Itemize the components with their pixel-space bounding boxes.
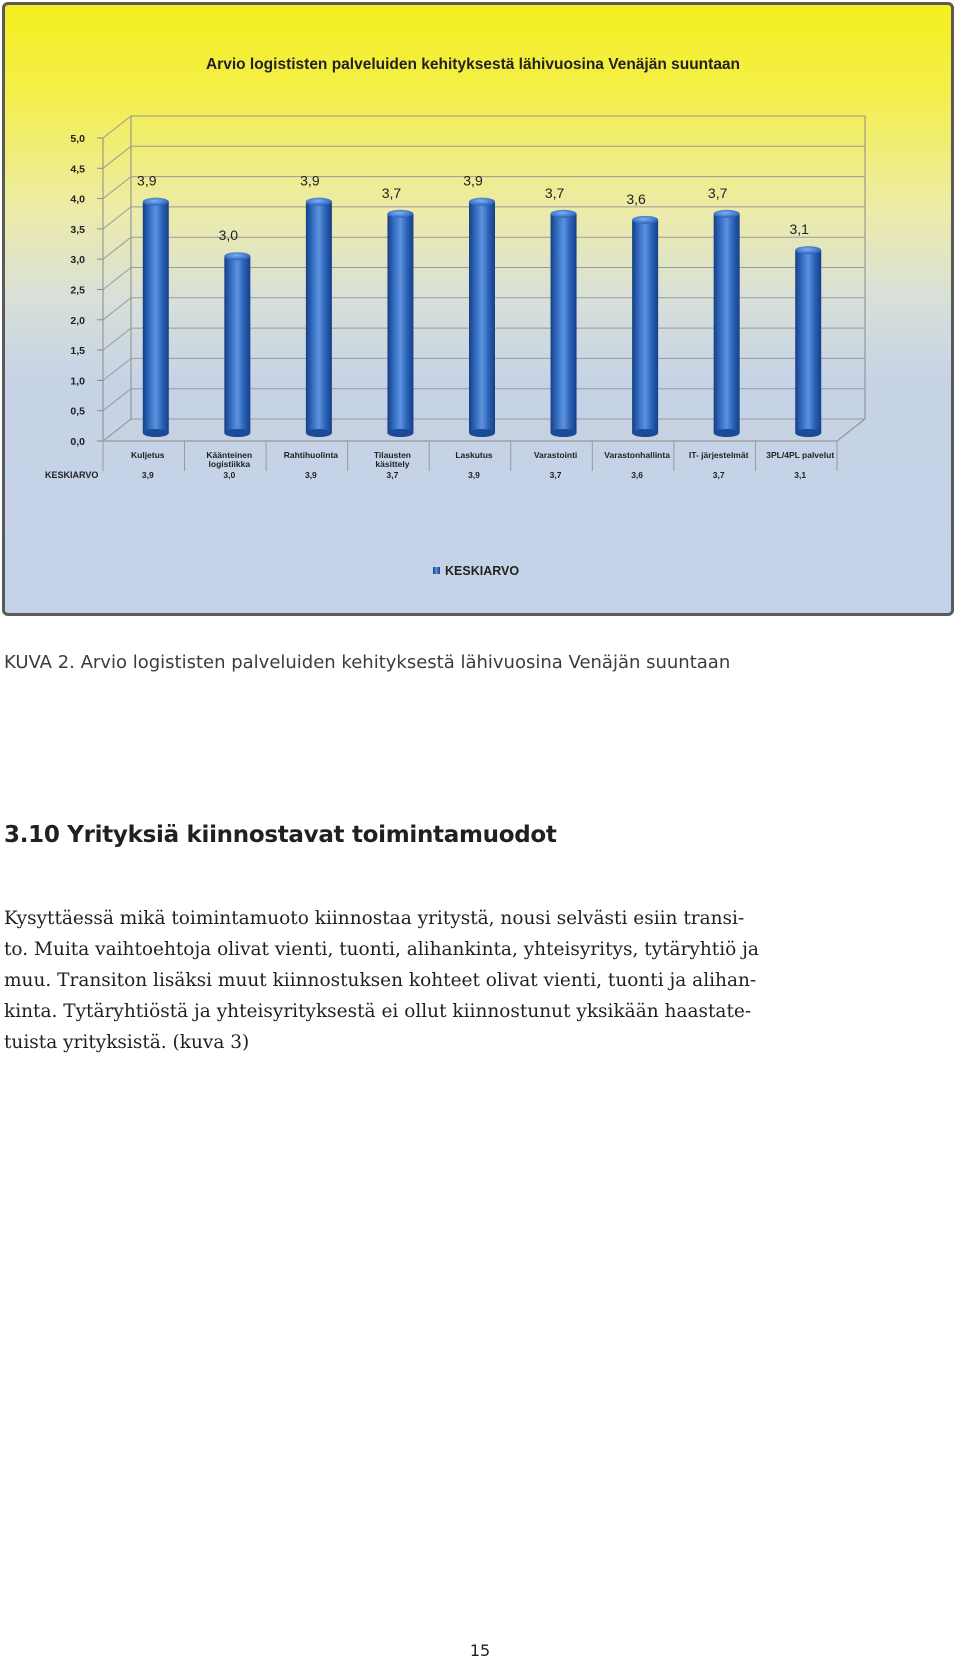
- bar-top: [795, 246, 821, 254]
- gridline-depth: [103, 207, 131, 229]
- bar-base: [143, 429, 169, 437]
- bar: [306, 202, 332, 433]
- body-line: tuista yrityksistä. (kuva 3): [4, 1032, 250, 1053]
- y-tick-label: 4,0: [70, 193, 85, 206]
- data-label: 3,7: [381, 184, 402, 201]
- y-tick-label: 3,5: [70, 223, 85, 236]
- figure-caption: KUVA 2. Arvio logististen palveluiden kehityksestä lähivuosina Venäjän suuntaan: [4, 652, 731, 673]
- section-heading: 3.10 Yrityksiä kiinnostavat toimintamuodot: [4, 822, 557, 848]
- category-label: Rahtihuolinta: [283, 450, 339, 460]
- table-value: 3,9: [468, 470, 480, 480]
- data-label: 3,9: [300, 172, 320, 189]
- body-line: kinta. Tytäryhtiöstä ja yhteisyrityksestä ei ollut kiinnostunut yksikään haastate-: [4, 1001, 752, 1022]
- body-line: muu. Transiton lisäksi muut kiinnostuksen kohteet olivat vienti, tuonti ja alihan-: [4, 970, 757, 991]
- chart-title: Arvio logististen palveluiden kehityksestä lähivuosina Venäjän suuntaan: [205, 56, 741, 73]
- bar-base: [224, 429, 250, 437]
- bar-top: [224, 252, 250, 260]
- bar: [469, 202, 495, 433]
- y-tick-label: 1,0: [70, 375, 85, 388]
- bar-top: [714, 210, 740, 218]
- category-label: logistiikka: [208, 459, 251, 469]
- gridline-depth: [103, 116, 131, 138]
- bar: [795, 250, 821, 433]
- bar-chart: [5, 5, 951, 613]
- bar-top: [632, 216, 658, 224]
- bar-base: [387, 429, 413, 437]
- y-tick-label: 2,0: [70, 314, 85, 327]
- legend: [433, 564, 519, 578]
- bar: [551, 214, 577, 433]
- legend-swatch: [433, 567, 440, 574]
- body-line: to. Muita vaihtoehtoja olivat vienti, tuonti, alihankinta, yhteisyritys, tytäryhtiö ja: [4, 939, 759, 960]
- bar-top: [306, 198, 332, 206]
- category-label: Varastonhallinta: [604, 450, 670, 460]
- y-tick-label: 1,5: [70, 345, 85, 358]
- y-tick-label: 5,0: [70, 133, 85, 145]
- gridline-depth: [103, 177, 131, 199]
- table-value: 3,6: [631, 470, 644, 480]
- data-table: [45, 450, 834, 480]
- body-line: Kysyttäessä mikä toimintamuoto kiinnostaa yritystä, nousi selvästi esiin transi-: [4, 908, 745, 929]
- table-value: 3,9: [141, 470, 154, 480]
- category-label: Käänteinen: [206, 450, 253, 460]
- data-label: 3,1: [789, 221, 809, 238]
- category-label: IT- järjestelmät: [688, 450, 749, 460]
- bar-base: [632, 429, 658, 437]
- bar-top: [551, 210, 577, 218]
- bar-base: [795, 429, 821, 437]
- gridline-depth: [103, 298, 131, 320]
- y-tick-label: 0,5: [70, 405, 85, 418]
- bar-top: [387, 210, 413, 218]
- table-row-label: KESKIARVO: [45, 470, 99, 480]
- gridline-depth: [103, 358, 131, 380]
- gridline-depth: [103, 328, 131, 350]
- bar-base: [306, 429, 332, 437]
- table-value: 3,7: [386, 470, 399, 480]
- y-tick-label: 2,5: [70, 284, 85, 297]
- bar-base: [469, 429, 495, 437]
- category-label: Tilausten: [373, 450, 412, 460]
- gridline-depth: [103, 146, 131, 168]
- category-label: käsittely: [375, 459, 410, 469]
- legend-label: KESKIARVO: [445, 564, 520, 578]
- y-tick-label: 0,0: [70, 436, 85, 448]
- chart-panel: [2, 2, 954, 616]
- table-value: 3,9: [304, 470, 317, 480]
- gridline-depth: [103, 237, 131, 259]
- table-value: 3,1: [794, 470, 807, 480]
- bar: [224, 256, 250, 433]
- data-label: 3,9: [137, 172, 157, 189]
- bar: [632, 220, 658, 433]
- data-label: 3,7: [544, 184, 565, 201]
- data-label: 3,6: [626, 190, 646, 207]
- bar-base: [551, 429, 577, 437]
- bar-top: [143, 198, 169, 206]
- bar: [143, 202, 169, 433]
- category-label: Laskutus: [455, 450, 493, 460]
- page-number: 15: [469, 1641, 491, 1660]
- data-label: 3,9: [463, 172, 483, 189]
- y-tick-label: 3,0: [70, 254, 85, 267]
- gridline-depth: [103, 268, 131, 290]
- bar: [714, 214, 740, 433]
- table-value: 3,7: [549, 470, 562, 480]
- body-paragraph: [4, 903, 954, 1058]
- table-value: 3,0: [223, 470, 236, 480]
- data-label: 3,0: [218, 227, 239, 244]
- bars: [137, 173, 821, 437]
- data-label: 3,7: [707, 184, 728, 201]
- bar-base: [714, 429, 740, 437]
- table-value: 3,7: [712, 470, 725, 480]
- bar-top: [469, 198, 495, 206]
- category-label: 3PL/4PL palvelut: [766, 450, 835, 460]
- gridline-depth: [103, 389, 131, 411]
- category-label: Varastointi: [533, 450, 578, 460]
- y-tick-label: 4,5: [70, 163, 85, 176]
- category-label: Kuljetus: [131, 450, 165, 460]
- bar: [387, 214, 413, 433]
- y-axis-ticks: [70, 133, 103, 448]
